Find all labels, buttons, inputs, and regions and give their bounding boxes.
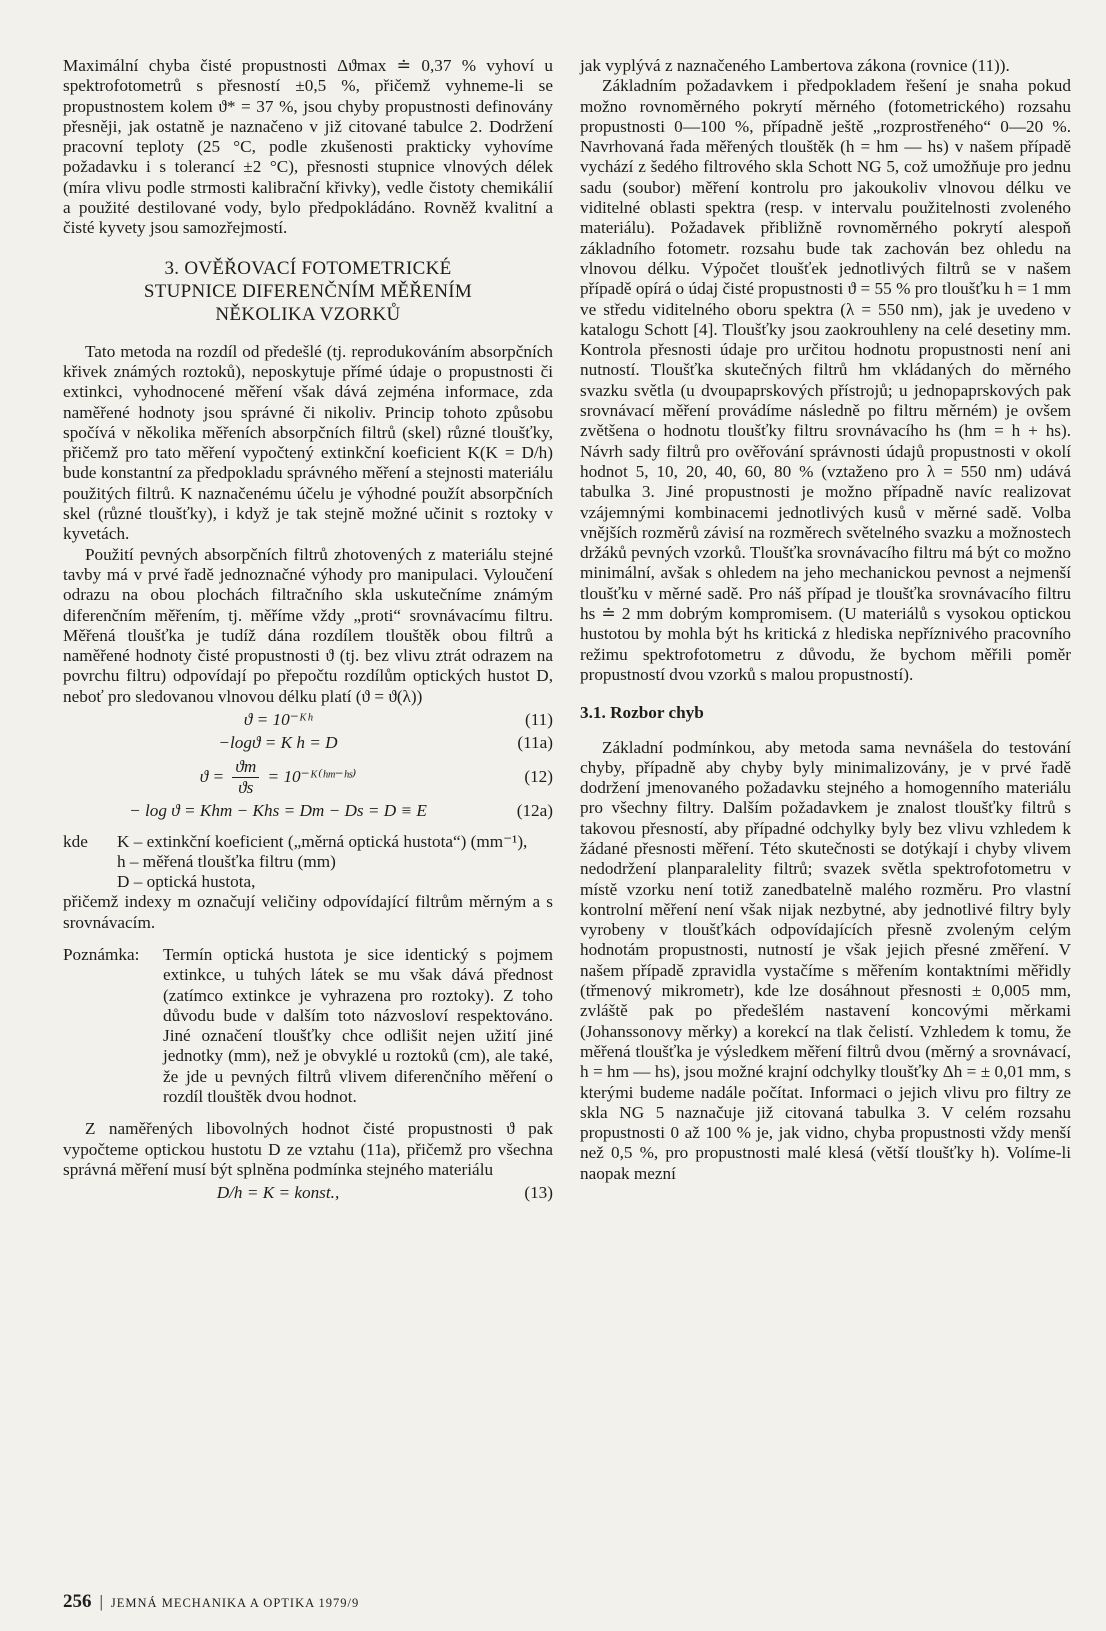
equation-fraction <box>232 757 259 799</box>
equation-number: (12) <box>524 767 553 787</box>
paragraph: Základním požadavkem i předpokladem řešení je snaha pokud možno rovnoměrného pokrytí měrného (fotometrického) rozsahu propustnosti 0—100 %, případně ještě „rozprostřeného“ 0—20 %. Navrhovaná řada měřených tlouštěk (h = hm — hs) v našem případě vychází z šedého filtrového skla Schott NG 5, což umožňuje pro jednu sadu (soubor) měření kontrolu pro jakoukoliv vlnovou délku ve viditelné oblasti spektra (resp. v intervalu použitelnosti zvoleného materiálu). Požadavek přibližně rovnoměrného pokrytí alespoň základního fotometr. rozsahu bude tak zachován bez ohledu na vlnovou délku. Výpočet tloušťek jednotlivých filtrů se v našem případě opírá o údaj čisté propustnosti ϑ = 55 % pro tloušťku h = 1 mm ve středu viditelného oboru spektra (λ = 550 nm), jak je uvedeno v katalogu Schott [4]. Tloušťky jsou zaokrouhleny na celé desetiny mm. Kontrola přesnosti údaje pro určitou hodnotu propustnosti není ani nutností. Tloušťka skutečných filtrů hm vkládaných do měrného svazku světla (u dvoupaprskových přístrojů; u jednopaprskových pak srovnávací měření provádíme následně po filtru měrném) je ovšem zvětšena o hodnotu tloušťky filtru srovnávacího hs (hm = h + hs). Návrh sady filtrů pro ověřování správnosti údajů propustnosti v okolí hodnot 5, 10, 20, 40, 60, 80 % (vztaženo pro λ = 550 nm) udává tabulka 3. Jiné propustnosti je možno případně navíc realizovat vzájemnými kombinacemi jednotlivých kusů v měrné sadě. Volba vnějších rozměrů závisí na rozměrech světelného svazku a možnostech držáků pevných vzorků. Tloušťka srovnávacího filtru má být co možno minimální, avšak s ohledem na jeho mechanickou pevnost a nejmenší tloušťku v měrné sadě. Pro náš případ je tloušťka srovnávacího filtru hs ≐ 2 mm dobrým kompromisem. (U materiálů s vysokou optickou hustotou by mohla být hs kritická z hlediska nepříznivého pracovního režimu spektrofotometru z důvodu, že bychom měřili poměr propustností dvou vzorků s malou propustností). <box>580 76 1071 684</box>
equation-number: (12a) <box>516 801 553 821</box>
heading-line: 3. OVĚŘOVACÍ FOTOMETRICKÉ <box>164 257 452 279</box>
note-block <box>63 945 553 1107</box>
equation-rhs: = 10⁻ᴷ⁽ʰᵐ⁻ʰˢ⁾ <box>267 766 357 786</box>
section-heading <box>63 257 553 326</box>
equation-12 <box>63 757 553 799</box>
legend-item: h – měřená tloušťka filtru (mm) <box>117 851 336 871</box>
note-label: Poznámka: <box>63 944 140 964</box>
journal-name: JEMNÁ MECHANIKA A OPTIKA 1979/9 <box>110 1596 360 1610</box>
paragraph: Základní podmínkou, aby metoda sama nevnášela do testování chyby, případně aby chyby byly minimalizovány, je v prvé řadě dodržení jmenovaného požadavku stejného a homogenního materiálu pro všechny filtry. Dalším požadavkem je znalost tloušťky filtrů s takovou přesností, aby případné odchylky byly bez vlivu vzhledem k žádané přesnosti měření. Této skutečnosti se dotýkají i chyby vlivem nedodržení planparalelity filtrů; svazek světla spektrofotometru v místě vzorku není totiž zanedbatelně malého rozměru. Pro vlastní kontrolní měření není však nijak nezbytné, aby jednotlivé filtry byly vyrobeny v tloušťkách odpovídajících přesně zvoleným celým hodnotám propustnosti, nutností je však jejich přesné změření. V našem případě zpravidla vystačíme s měřením kontaktními měřidly (třmenový mikrometr), kde lze dosáhnout přesnosti ± 0,005 mm, zvláště pak po předešlém nastavení koncovými měrkami (Johanssonovy měrky) a korekcí na tlak čelistí. Vzhledem k tomu, že měřená tloušťka je výsledkem měření filtrů dvou (měrný a srovnávací, h = hm — hs), jsou možné krajní odchylky tloušťky Δh = ± 0,01 mm, s kterými budeme nadále počítat. Informaci o jejich vlivu pro filtry ze skla NG 5 naznačuje již citovaná tabulka 3. V celém rozsahu propustnosti 0 až 100 % je, jak vidno, chyba propustnosti vždy menší než 0,5 %, pro propustnosti malé klesá (větší tloušťky h). Volíme-li naopak mezní <box>580 737 1071 1183</box>
note-text: Termín optická hustota je sice identický s pojmem extinkce, u tuhých látek se mu však dává přednost (zatímco extinkce je vyhrazena pro roztoky). Z toho důvodu bude v dalším toto názvosloví respektováno. Jiné označení tloušťky chce odlišit nejen užití jiné jednotky (mm), než je obvyklé u roztoků (cm), ale také, že jde u pevných filtrů vlivem diferenčního měření o rozdíl tlouštěk dvou hodnot. <box>163 944 553 1107</box>
subsection-heading: 3.1. Rozbor chyb <box>580 703 704 723</box>
fraction-denominator: ϑs <box>238 777 254 797</box>
fraction-numerator: ϑm <box>232 757 259 778</box>
legend-item: D – optická hustota, <box>117 872 256 892</box>
equation-11 <box>63 710 553 730</box>
equation-lhs: ϑ = <box>199 766 225 786</box>
paragraph: Použití pevných absorpčních filtrů zhotovených z materiálu stejné tavby má v prvé řadě jednoznačné výhody pro manipulaci. Vyloučení odrazu na obou plochách filtračního skla uskutečníme známým diferenčním měřením, tj. měříme vždy „proti“ srovnávacímu filtru. Měřená tloušťka je tudíž dána rozdílem tlouštěk obou filtrů a naměřené hodnoty čisté propustnosti ϑ (tj. bez vlivu ztrát odrazem na povrchu filtru) odpovídají po přepočtu rozdílům optických hustot D, neboť pro sledovanou vlnovou délku platí (ϑ = ϑ(λ)) <box>63 544 553 706</box>
equation-body: D/h = K = konst., <box>216 1183 340 1203</box>
equation-number: (13) <box>524 1183 553 1203</box>
left-column <box>63 56 553 1207</box>
paragraph: jak vyplývá z naznačeného Lambertova zákona (rovnice (11)). <box>580 56 1010 75</box>
paragraph: přičemž indexy m označují veličiny odpovídající filtrům měrným a s srovnávacím. <box>63 892 553 932</box>
legend-keyword: kde <box>63 831 88 851</box>
equation-body: −logϑ = K h = D <box>218 733 338 753</box>
symbol-legend <box>63 832 553 893</box>
equation-11a <box>63 733 553 753</box>
equation-body: − log ϑ = Khm − Khs = Dm − Ds = D ≡ E <box>129 801 427 821</box>
page-number: 256 <box>63 1591 92 1612</box>
paragraph: Z naměřených libovolných hodnot čisté propustnosti ϑ pak vypočteme optickou hustotu D ze vztahu (11a), přičemž pro všechna správná měření musí být splněna podmínka stejného materiálu <box>63 1119 553 1179</box>
equation-12a <box>63 801 553 821</box>
heading-line: NĚKOLIKA VZORKŮ <box>215 303 401 325</box>
footer-separator: | <box>99 1592 103 1611</box>
equation-number: (11a) <box>517 733 553 753</box>
equation-body: ϑ = 10⁻ᴷʰ <box>243 710 313 730</box>
equation-number: (11) <box>525 710 553 730</box>
right-column <box>580 56 1071 1184</box>
equation-body <box>63 757 493 799</box>
paragraph: Maximální chyba čisté propustnosti Δϑmax ≐ 0,37 % vyhoví u spektrofotometrů s přesností ±0,5 %, přičemž vyhneme-li se propustnostem kolem ϑ* = 37 %, jsou chyby propustnosti definovány přesněji, jak ostatně je naznačeno v již citované tabulce 2. Dodržení pracovní teploty (25 °C, podle zkušenosti prakticky vyhovíme požadavku i s tolerancí ±2 °C), přesnosti stupnice vlnových délek (míra vlivu podle strmosti kalibrační křivky), vedle čistoty chemikálií a použité destilované vody, bylo předpokládáno. Rovněž kvalitní a čisté kyvety jsou samozřejmostí. <box>63 56 553 238</box>
legend-items <box>117 832 553 893</box>
equation-13 <box>63 1183 553 1203</box>
legend-item: K – extinkční koeficient („měrná optická hustota“) (mm⁻¹), <box>117 831 528 851</box>
page-footer <box>63 1591 359 1613</box>
heading-line: STUPNICE DIFERENČNÍM MĚŘENÍM <box>143 280 473 302</box>
paragraph: Tato metoda na rozdíl od předešlé (tj. reprodukováním absorpčních křivek známých roztoků), neposkytuje přímé údaje o propustnosti či extinkci, vyhodnocené měření však dává zejména informace, zda naměřené hodnoty jsou správné či nikoliv. Princip tohoto způsobu spočívá v několika měřeních absorpčních filtrů (skel) různé tloušťky, přičemž pro tato měření vypočtený extinkční koeficient K(K = D/h) bude konstantní za předpokladu správného měření a stejnosti materiálu použitých filtrů. K naznačenému účelu je výhodné použít absorpčních skel (různé tloušťky), i když je tak stejně možné učinit s roztoky v kyvetách. <box>63 341 553 544</box>
